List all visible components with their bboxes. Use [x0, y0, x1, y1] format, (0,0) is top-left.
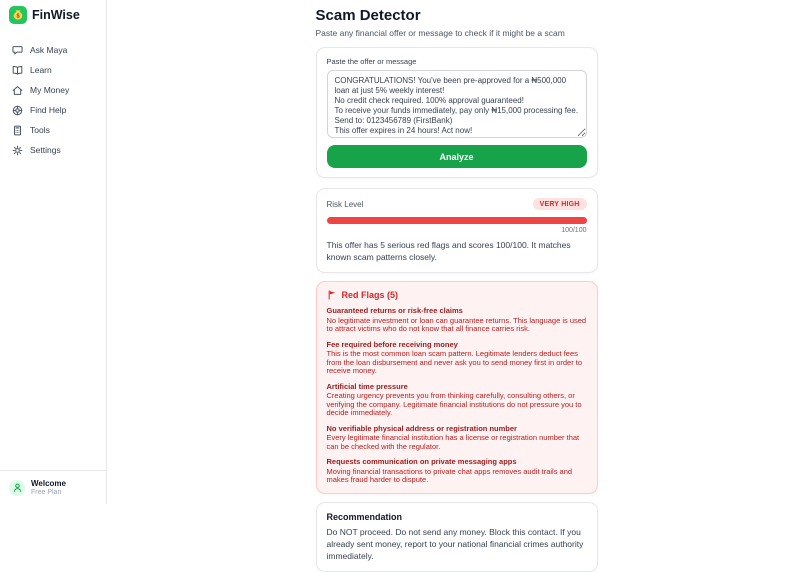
user-meta [31, 479, 66, 496]
person-icon [9, 480, 25, 496]
sidebar-item-learn[interactable] [0, 60, 106, 80]
app-name: FinWise [32, 8, 80, 22]
risk-level-card [316, 188, 598, 273]
app-logo [0, 0, 106, 28]
offer-input-card [316, 47, 598, 178]
sidebar-item-find-help[interactable] [0, 100, 106, 120]
red-flag-title: Fee required before receiving money [326, 339, 458, 349]
red-flag-title: Guaranteed returns or risk-free claims [326, 306, 463, 315]
page-subtitle: Paste any financial offer or message to check if it might be a scam [315, 28, 565, 38]
sidebar-item-ask-maya[interactable] [0, 40, 106, 60]
sidebar-item-settings[interactable] [0, 140, 106, 160]
red-flag-description: No legitimate investment or loan can guarantee returns. This language is used to attract victims who do not know that all finance carries risk. [326, 315, 587, 333]
user-plan: Free Plan [31, 489, 62, 496]
red-flag-title: No verifiable physical address or registration number [326, 423, 517, 433]
user-profile[interactable] [0, 470, 106, 504]
sidebar-item-label: My Money [30, 85, 70, 95]
red-flag-item [327, 457, 587, 485]
red-flag-icon [327, 290, 337, 300]
red-flag-title: Artificial time pressure [326, 381, 408, 391]
red-flag-description: Moving financial transactions to private chat apps removes audit trails and makes fraud harder to dispute. [326, 466, 573, 484]
red-flags-header [327, 290, 587, 300]
chat-bubble-icon [12, 45, 23, 56]
sidebar-item-label: Ask Maya [30, 45, 68, 55]
risk-score-text: 100/100 [561, 227, 587, 234]
red-flag-item [327, 306, 587, 334]
offer-textarea[interactable] [327, 70, 587, 138]
calculator-icon [12, 125, 23, 136]
red-flag-item [327, 340, 587, 376]
money-bag-icon [9, 6, 27, 24]
offer-input-label: Paste the offer or message [326, 57, 417, 66]
lifebuoy-icon [12, 105, 23, 116]
red-flags-title: Red Flags (5) [341, 290, 399, 300]
sidebar-item-label: Learn [30, 65, 52, 75]
svg-text:$: $ [16, 13, 20, 20]
risk-level-label: Risk Level [326, 199, 364, 209]
red-flag-title: Requests communication on private messaging apps [326, 457, 517, 466]
sidebar-item-tools[interactable] [0, 120, 106, 140]
risk-badge: VERY HIGH [533, 198, 587, 210]
risk-summary: This offer has 5 serious red flags and scores 100/100. It matches known scam patterns closely. [326, 240, 571, 262]
gear-icon [12, 145, 23, 156]
analyze-button[interactable]: Analyze [327, 145, 587, 168]
risk-score-bar-fill [327, 217, 587, 224]
book-icon [12, 65, 23, 76]
sidebar [0, 0, 107, 504]
recommendation-title: Recommendation [326, 511, 403, 522]
house-icon [12, 85, 23, 96]
red-flag-description: This is the most common loan scam pattern. Legitimate lenders deduct fees from the loan disbursement and never ask you to send money first in order to receive money. [326, 349, 583, 375]
sidebar-item-label: Find Help [30, 105, 67, 115]
red-flag-item [327, 382, 587, 418]
page-title: Scam Detector [315, 7, 421, 24]
risk-level-row [327, 198, 587, 210]
red-flag-description: Creating urgency prevents you from thinking carefully, consulting others, or verifying the company. Legitimate financial institutions do not pressure you to decide immediately. [326, 391, 582, 417]
sidebar-item-label: Tools [30, 125, 50, 135]
main-content [107, 0, 806, 561]
sidebar-nav [0, 40, 106, 470]
risk-score-bar [327, 217, 587, 224]
user-name: Welcome [31, 479, 66, 488]
red-flag-item [327, 424, 587, 452]
recommendation-text: Do NOT proceed. Do not send any money. Block this contact. If you already sent money, report to your national financial crimes authority immediately. [326, 526, 584, 561]
recommendation-card [316, 502, 598, 572]
red-flags-card [316, 281, 598, 494]
red-flag-description: Every legitimate financial institution has a license or registration number that can be checked with the regulator. [326, 433, 580, 451]
red-flags-list [327, 306, 587, 485]
scam-detector-page [316, 0, 598, 572]
sidebar-item-my-money[interactable] [0, 80, 106, 100]
sidebar-item-label: Settings [30, 145, 61, 155]
